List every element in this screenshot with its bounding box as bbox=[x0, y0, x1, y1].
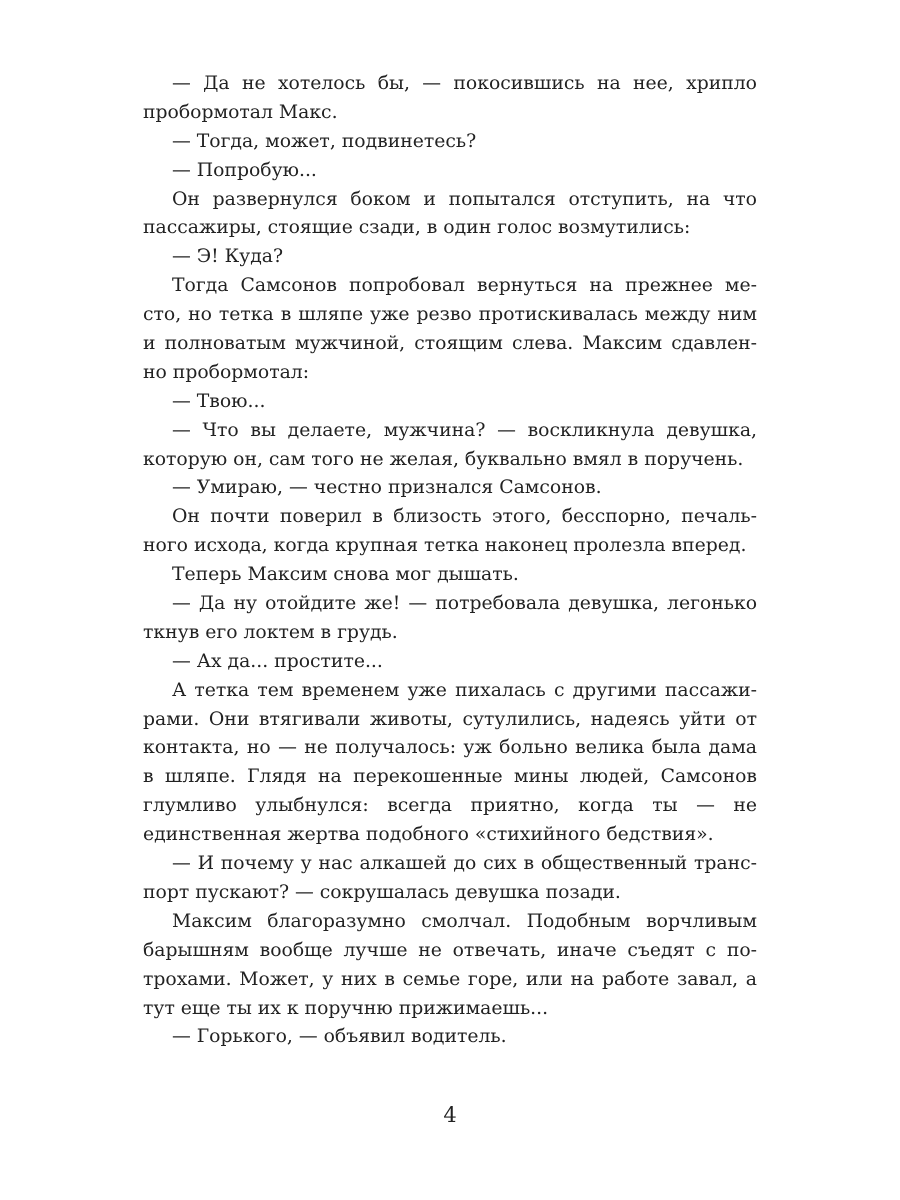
text-line: сто, но тетка в шляпе уже резво протискивалась между ним bbox=[143, 304, 757, 326]
text-line: — Да не хотелось бы, — покосившись на нее, хрипло bbox=[172, 73, 757, 94]
text-line: тут еще ты их к поручню прижимаешь... bbox=[143, 997, 549, 1019]
text-line: которую он, сам того не желая, буквально вмял в поручень. bbox=[143, 448, 744, 470]
text-line: Максим благоразумно смолчал. Подобным ворчливым bbox=[172, 910, 757, 932]
text-line: — Умираю, — честно признался Самсонов. bbox=[172, 477, 602, 499]
text-line: А тетка тем временем уже пихалась с другими пассажи- bbox=[172, 679, 757, 701]
text-line: Он почти поверил в близость этого, бесспорно, печаль- bbox=[172, 506, 757, 528]
text-line: рами. Они втягивали животы, сутулились, надеясь уйти от bbox=[143, 708, 757, 730]
text-line: порт пускают? — сокрушалась девушка позади. bbox=[143, 881, 621, 903]
text-line: единственная жертва подобного «стихийного бедствия». bbox=[143, 824, 714, 846]
text-line: ного исхода, когда крупная тетка наконец пролезла вперед. bbox=[143, 535, 747, 557]
body-text bbox=[143, 70, 757, 1052]
text-line: — Тогда, может, подвинетесь? bbox=[172, 130, 477, 152]
text-line: барышням вообще лучше не отвечать, иначе съедят с по- bbox=[143, 939, 757, 961]
text-line: — Твою... bbox=[172, 390, 266, 412]
text-line: но пробормотал: bbox=[143, 361, 310, 383]
text-line: пассажиры, стоящие сзади, в один голос возмутились: bbox=[143, 217, 691, 239]
text-line: и полноватым мужчиной, стоящим слева. Максим сдавлен- bbox=[143, 333, 757, 355]
text-line: — И почему у нас алкашей до сих в общественный транс- bbox=[172, 853, 757, 875]
text-line: Он развернулся боком и попытался отступить, на что bbox=[172, 188, 757, 210]
text-line: пробормотал Макс. bbox=[143, 101, 338, 123]
text-line: — Что вы делаете, мужчина? — воскликнула девушка, bbox=[172, 419, 757, 441]
text-line: — Горького, — объявил водитель. bbox=[172, 1026, 507, 1048]
text-line: ткнув его локтем в грудь. bbox=[143, 621, 398, 643]
text-line: Тогда Самсонов попробовал вернуться на прежнее ме- bbox=[172, 275, 757, 297]
text-line: — Э! Куда? bbox=[172, 246, 284, 268]
page-number: 4 bbox=[443, 1103, 457, 1127]
text-line: трохами. Может, у них в семье горе, или на работе завал, а bbox=[143, 968, 757, 990]
text-line: контакта, но — не получалось: уж больно велика была дама bbox=[143, 737, 757, 759]
text-line: — Ах да... простите... bbox=[172, 650, 383, 672]
text-line: Теперь Максим снова мог дышать. bbox=[172, 564, 519, 586]
text-line: глумливо улыбнулся: всегда приятно, когда ты — не bbox=[143, 795, 757, 817]
text-line: в шляпе. Глядя на перекошенные мины людей, Самсонов bbox=[143, 766, 757, 788]
text-line: — Да ну отойдите же! — потребовала девушка, легонько bbox=[172, 593, 757, 615]
text-line: — Попробую... bbox=[172, 159, 317, 181]
